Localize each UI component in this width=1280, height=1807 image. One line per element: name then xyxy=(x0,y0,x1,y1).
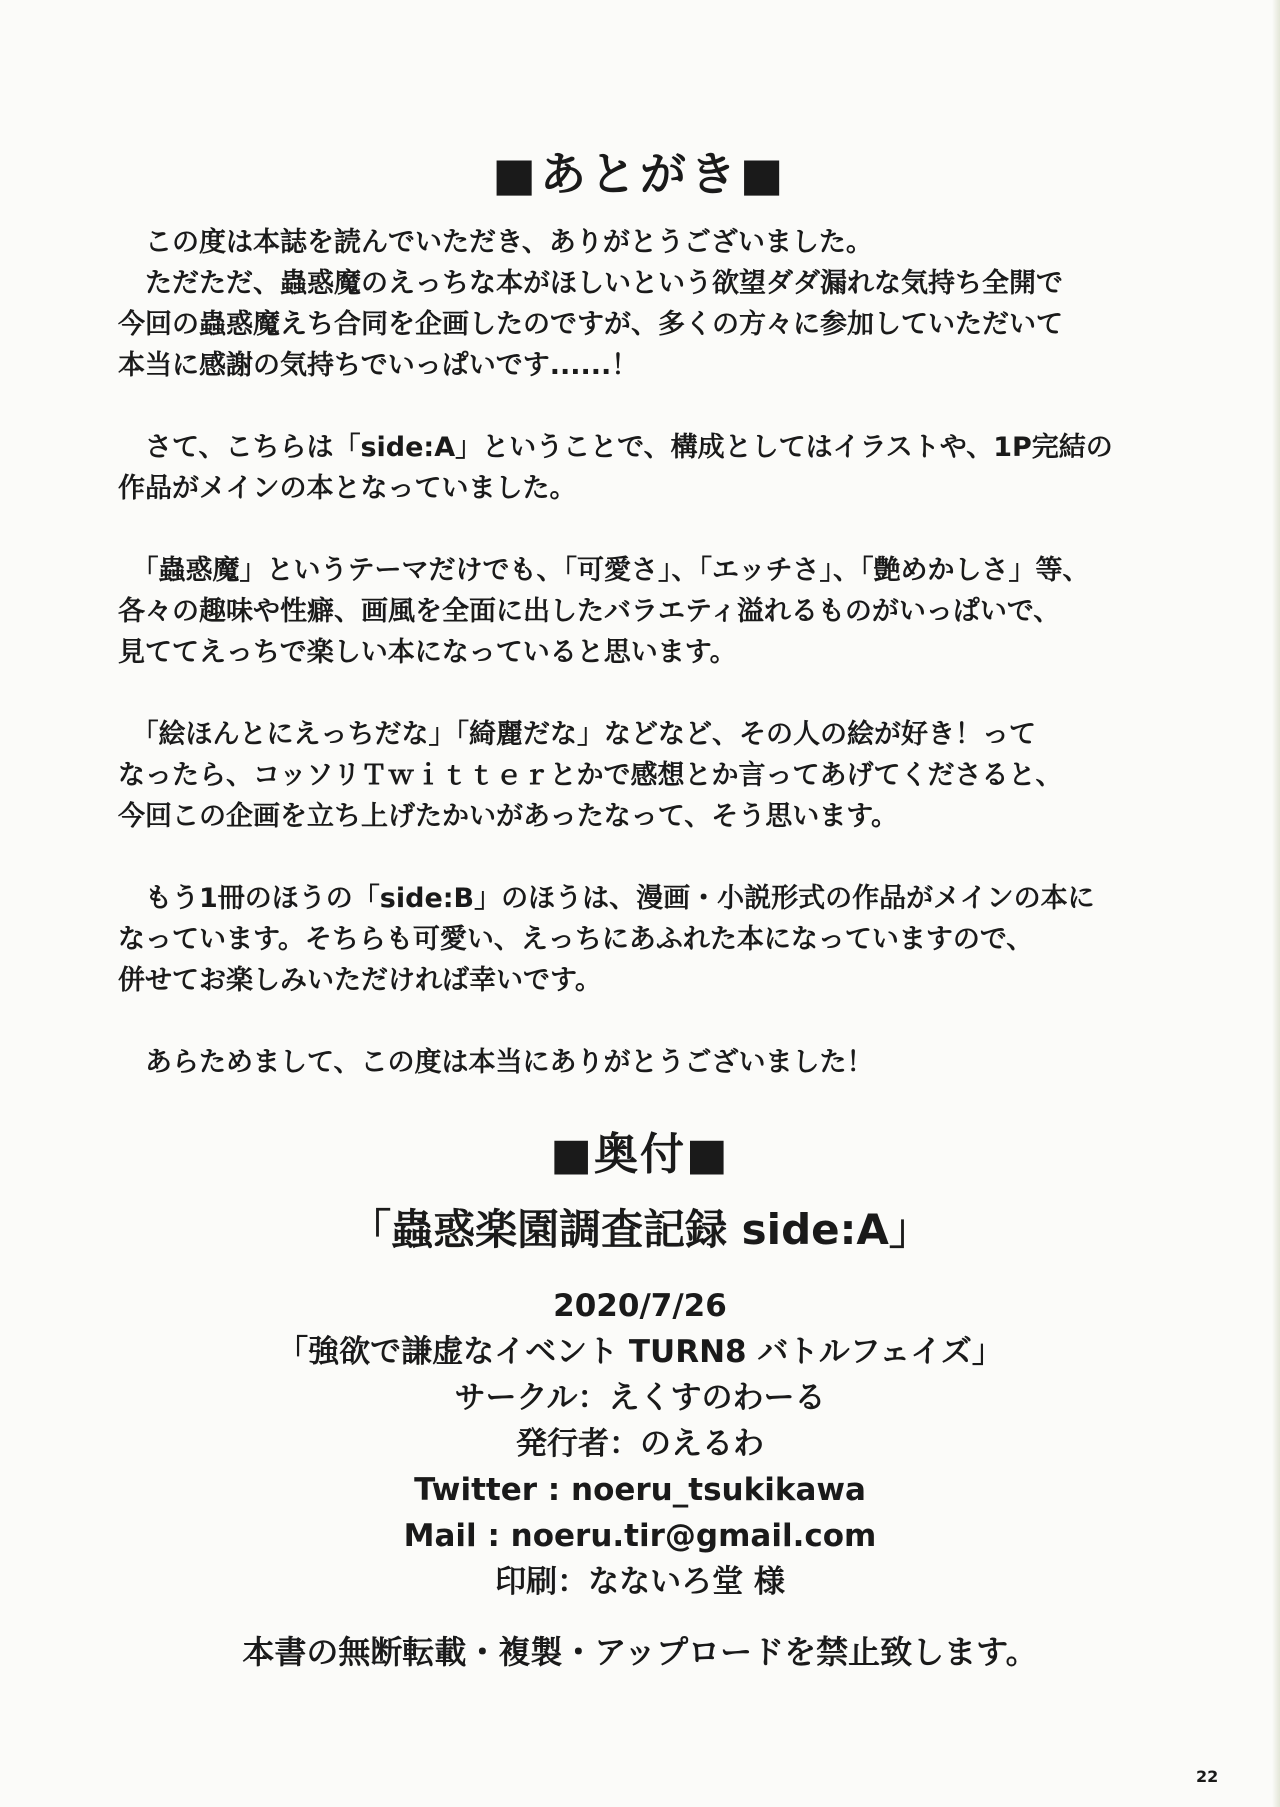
afterword-line: 各々の趣味や性癖、画風を全面に出したバラエティ溢れるものがいっぱいで、 xyxy=(118,596,1061,627)
publication-date: 2020/7/26 xyxy=(553,1288,727,1324)
afterword-line: もう1冊のほうの「side:B」のほうは、漫画・小説形式の作品がメインの本に xyxy=(118,883,1095,914)
copyright-notice: 本書の無断転載・複製・アップロードを禁止致します。 xyxy=(242,1633,1038,1671)
afterword-paragraph xyxy=(118,222,1178,386)
afterword-line: あらためまして、この度は本当にありがとうございました！ xyxy=(118,1047,874,1078)
book-title: 「蟲惑楽園調査記録 side:A」 xyxy=(349,1205,931,1254)
page-number: 22 xyxy=(1196,1767,1219,1786)
afterword-paragraph xyxy=(118,1042,1178,1083)
afterword-line: なったら、コッソリＴｗｉｔｔｅｒとかで感想とか言ってあげてくださると、 xyxy=(118,760,1063,791)
afterword-line: 作品がメインの本となっていました。 xyxy=(118,473,577,504)
printer-name: 印刷：なないろ堂 様 xyxy=(495,1564,785,1600)
circle-name: サークル：えくすのわーる xyxy=(454,1380,826,1416)
afterword-line: さて、こちらは「side:A」ということで、構成としてはイラストや、1P完結の xyxy=(118,432,1113,463)
afterword-line: 今回この企画を立ち上げたかいがあったなって、そう思います。 xyxy=(118,801,899,832)
mail-address: Mail : noeru.tir@gmail.com xyxy=(403,1518,877,1554)
afterword-title: ■あとがき■ xyxy=(492,147,788,201)
afterword-line: 今回の蟲惑魔えち合同を企画したのですが、多くの方々に参加していただいて xyxy=(118,309,1063,340)
afterword-line: この度は本誌を読んでいただき、ありがとうございました。 xyxy=(118,227,873,258)
event-name: 「強欲で謙虚なイベント TURN8 バトルフェイズ」 xyxy=(277,1334,1003,1370)
publisher-name: 発行者：のえるわ xyxy=(516,1426,764,1462)
afterword-line: なっています。そちらも可愛い、えっちにあふれた本になっていますので、 xyxy=(118,924,1034,955)
afterword-paragraph xyxy=(118,550,1178,673)
afterword-line: 本当に感謝の気持ちでいっぱいです......！ xyxy=(118,350,639,381)
scan-edge xyxy=(1272,0,1280,1807)
afterword-line: 「蟲惑魔」というテーマだけでも、「可愛さ」、「エッチさ」、「艶めかしさ」等、 xyxy=(118,555,1090,586)
colophon-details xyxy=(0,1283,1280,1605)
afterword-paragraph xyxy=(118,714,1178,837)
afterword-line: 見ててえっちで楽しい本になっていると思います。 xyxy=(118,637,737,668)
colophon-title: ■奥付■ xyxy=(550,1129,730,1180)
afterword-paragraph xyxy=(118,878,1178,1001)
afterword-paragraph xyxy=(118,427,1178,509)
afterword-line: 併せてお楽しみいただければ幸いです。 xyxy=(118,965,602,996)
afterword-line: ただただ、蟲惑魔のえっちな本がほしいという欲望ダダ漏れな気持ち全開で xyxy=(118,268,1063,299)
twitter-handle: Twitter : noeru_tsukikawa xyxy=(414,1472,866,1508)
afterword-body xyxy=(118,222,1178,1124)
afterword-line: 「絵ほんとにえっちだな」「綺麗だな」などなど、その人の絵が好き！って xyxy=(118,719,1036,750)
